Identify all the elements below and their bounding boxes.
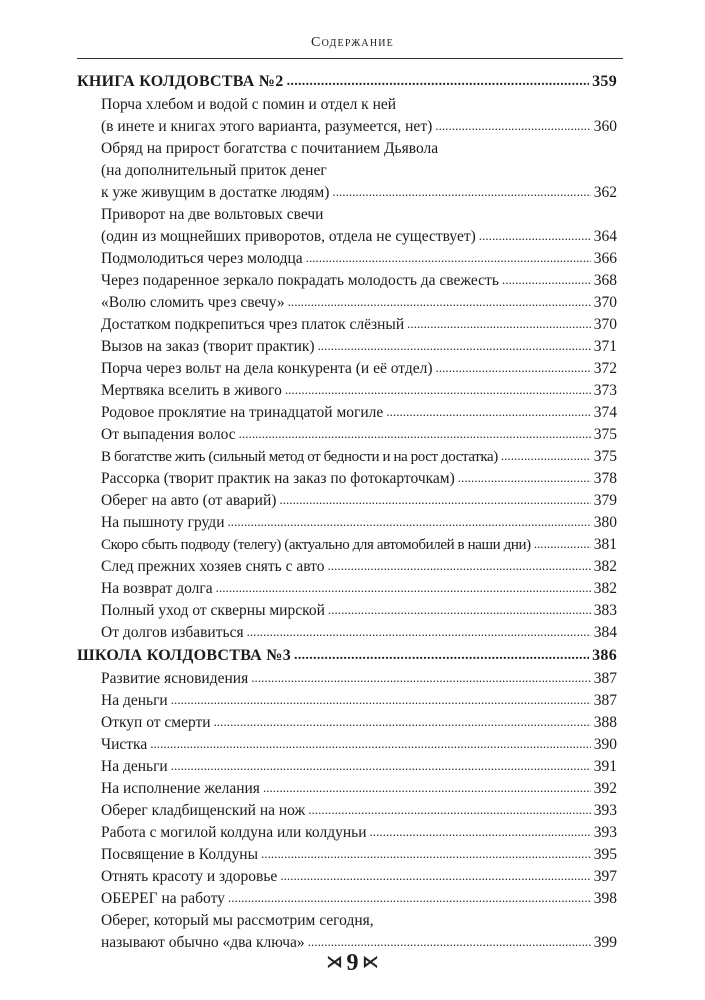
entry-title: В богатстве жить (сильный метод от бедности и на рост достатка) [101,449,498,465]
entry-title: От выпадения волос [101,426,236,443]
dot-leader [171,755,591,777]
toc-entry[interactable] [77,402,617,424]
entry-page-number: 395 [593,846,617,863]
toc-entry-continued-line[interactable] [77,160,617,182]
dot-leader [386,401,590,423]
section-page-number: 386 [592,647,617,664]
dot-leader [318,335,591,357]
toc-entry[interactable] [77,226,617,248]
toc-entry[interactable] [77,116,617,138]
header-divider [77,58,623,59]
left-ornament-icon: ⋊ [326,954,343,971]
table-of-contents [77,70,617,954]
toc-entry[interactable] [77,314,617,336]
entry-title: Оберег, который мы рассмотрим сегодня, [101,912,374,929]
dot-leader [228,887,591,909]
dot-leader [239,423,591,445]
entry-title: На деньги [101,692,168,709]
running-header: Содержание [311,35,394,50]
toc-entry[interactable] [77,248,617,270]
entry-title: След прежних хозяев снять с авто [101,558,325,575]
dot-leader [279,489,590,511]
toc-entry[interactable] [77,336,617,358]
toc-entry[interactable] [77,578,617,600]
toc-entry[interactable] [77,534,617,556]
entry-title: Оберег кладбищенский на нож [101,802,306,819]
toc-entry[interactable] [77,822,617,844]
entry-page-number: 360 [593,118,617,135]
entry-title: называют обычно «два ключа» [101,934,305,951]
toc-section-entry[interactable] [77,70,617,94]
dot-leader [171,689,591,711]
entry-page-number: 370 [593,294,617,311]
entry-title: Подмолодиться через молодца [101,250,303,267]
dot-leader [287,70,589,94]
entry-title: (один из мощнейших приворотов, отдела не существует) [101,228,476,245]
toc-entry-continued-line[interactable] [77,204,617,226]
entry-page-number: 398 [593,890,617,907]
toc-entry[interactable] [77,490,617,512]
toc-entry[interactable] [77,622,617,644]
entry-page-number: 393 [593,802,617,819]
entry-title: Мертвяка вселить в живого [101,382,282,399]
toc-entry[interactable] [77,600,617,622]
toc-entry-continued-line[interactable] [77,910,617,932]
entry-title: От долгов избавиться [101,624,244,641]
dot-leader [216,577,591,599]
entry-page-number: 391 [593,758,617,775]
dot-leader [263,777,591,799]
entry-page-number: 375 [593,448,617,465]
dot-leader [370,821,591,843]
entry-title: Достатком подкрепиться чрез платок слёзный [101,316,405,333]
toc-entry[interactable] [77,380,617,402]
dot-leader [285,379,591,401]
entry-page-number: 364 [593,228,617,245]
page-footer [0,950,705,977]
section-page-number: 359 [592,73,617,90]
dot-leader [306,247,591,269]
entry-page-number: 387 [593,692,617,709]
entry-title: Откуп от смерти [101,714,211,731]
entry-page-number: 362 [593,184,617,201]
entry-page-number: 374 [593,404,617,421]
entry-title: (в инете и книгах этого варианта, разумеется, нет) [101,118,433,135]
toc-entry[interactable] [77,556,617,578]
dot-leader [458,467,591,489]
dot-leader [214,711,591,733]
entry-title: Посвящение в Колдуны [101,846,258,863]
entry-page-number: 381 [593,536,617,553]
toc-entry-continued-line[interactable] [77,94,617,116]
entry-page-number: 371 [593,338,617,355]
dot-leader [436,357,591,379]
dot-leader [407,313,591,335]
toc-entry[interactable] [77,468,617,490]
entry-page-number: 399 [593,934,617,951]
toc-entry[interactable] [77,668,617,690]
page-number: 9 [346,950,359,976]
entry-title: Родовое проклятие на тринадцатой могиле [101,404,384,421]
dot-leader [247,621,591,643]
entry-page-number: 390 [593,736,617,753]
dot-leader [308,799,591,821]
entry-title: На возврат долга [101,580,213,597]
dot-leader [502,269,591,291]
entry-title: Оберег на авто (от аварий) [101,492,277,509]
toc-section-entry[interactable] [77,644,617,668]
entry-page-number: 397 [593,868,617,885]
entry-page-number: 392 [593,780,617,797]
section-title: КНИГА КОЛДОВСТВА №2 [77,73,284,90]
toc-entry[interactable] [77,866,617,888]
entry-title: ОБЕРЕГ на работу [101,890,225,907]
dot-leader [501,445,591,467]
entry-title: Полный уход от скверны мирской [101,602,325,619]
entry-page-number: 382 [593,580,617,597]
entry-page-number: 378 [593,470,617,487]
dot-leader [228,511,591,533]
entry-page-number: 370 [593,316,617,333]
entry-title: Порча через вольт на дела конкурента (и её отдел) [101,360,433,377]
toc-entry[interactable] [77,358,617,380]
entry-title: «Волю сломить чрез свечу» [101,294,285,311]
toc-entry[interactable] [77,888,617,910]
dot-leader [534,533,591,555]
toc-entry[interactable] [77,756,617,778]
entry-page-number: 380 [593,514,617,531]
entry-title: Чистка [101,736,148,753]
entry-page-number: 384 [593,624,617,641]
dot-leader [261,843,591,865]
entry-page-number: 372 [593,360,617,377]
entry-page-number: 366 [593,250,617,267]
toc-entry[interactable] [77,712,617,734]
entry-page-number: 368 [593,272,617,289]
dot-leader [332,181,590,203]
entry-page-number: 393 [593,824,617,841]
dot-leader [280,865,590,887]
entry-title: Приворот на две вольтовых свечи [101,206,324,223]
dot-leader [479,225,591,247]
entry-title: (на дополнительный приток денег [101,162,327,179]
entry-page-number: 375 [593,426,617,443]
entry-title: Развитие ясновидения [101,670,249,687]
toc-entry[interactable] [77,424,617,446]
entry-page-number: 379 [593,492,617,509]
toc-entry[interactable] [77,800,617,822]
entry-page-number: 382 [593,558,617,575]
dot-leader [251,667,591,689]
entry-title: Работа с могилой колдуна или колдуньи [101,824,367,841]
entry-title: к уже живущим в достатке людям) [101,184,330,201]
toc-entry[interactable] [77,270,617,292]
entry-title: Скоро сбыть подводу (телегу) (актуально для автомобилей в наши дни) [101,537,531,553]
entry-page-number: 387 [593,670,617,687]
entry-title: На деньги [101,758,168,775]
entry-title: На пышноту груди [101,514,225,531]
entry-title: Рассорка (творит практик на заказ по фотокарточкам) [101,470,455,487]
toc-entry[interactable] [77,446,617,468]
entry-page-number: 383 [593,602,617,619]
toc-entry[interactable] [77,844,617,866]
dot-leader [150,733,591,755]
toc-entry[interactable] [77,778,617,800]
dot-leader [294,644,589,668]
dot-leader [435,115,590,137]
toc-entry[interactable] [77,182,617,204]
entry-title: Вызов на заказ (творит практик) [101,338,315,355]
dot-leader [328,599,591,621]
dot-leader [328,555,591,577]
toc-entry[interactable] [77,734,617,756]
entry-title: Порча хлебом и водой с помин и отдел к ней [101,96,397,113]
toc-entry-continued-line[interactable] [77,138,617,160]
entry-title: Отнять красоту и здоровье [101,868,278,885]
entry-page-number: 388 [593,714,617,731]
right-ornament-icon: ⋉ [362,954,379,971]
dot-leader [288,291,591,313]
toc-entry[interactable] [77,690,617,712]
toc-entry[interactable] [77,292,617,314]
entry-title: Через подаренное зеркало покрадать молодость да свежесть [101,272,499,289]
entry-title: На исполнение желания [101,780,260,797]
entry-title: Обряд на прирост богатства с почитанием Дьявола [101,140,439,157]
section-title: ШКОЛА КОЛДОВСТВА №3 [77,647,292,664]
toc-entry[interactable] [77,512,617,534]
entry-page-number: 373 [593,382,617,399]
